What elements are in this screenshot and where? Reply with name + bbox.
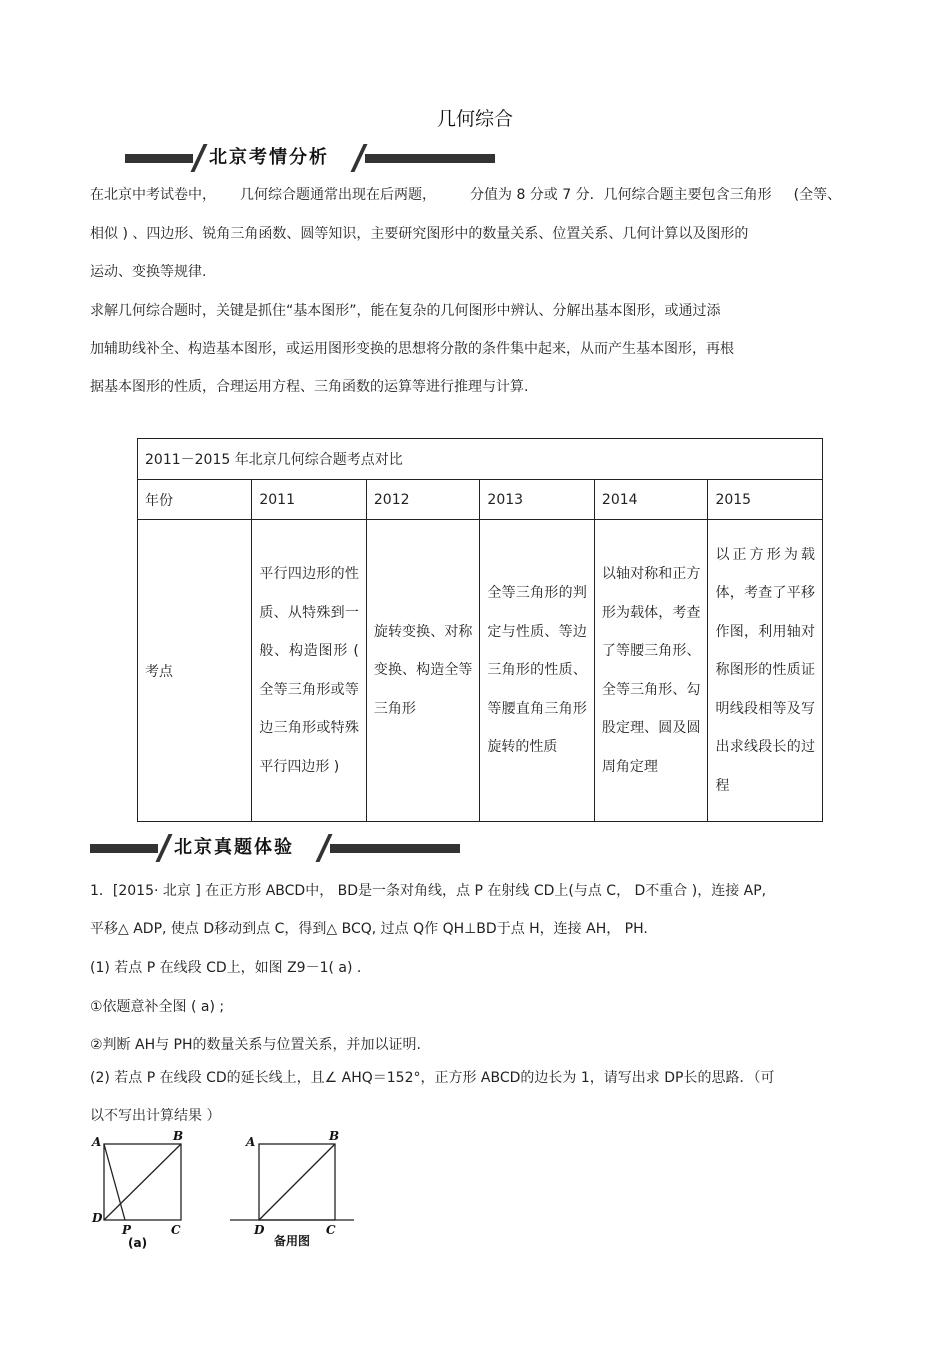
intro-line-4: 求解几何综合题时，关键是抓住“基本图形”，能在复杂的几何图形中辨认、分解出基本图形，或通过添: [90, 303, 721, 319]
table-cell-point: [708, 520, 823, 822]
label-b: B: [329, 1129, 340, 1143]
problem-q1b: ②判断 AH与 PH的数量关系与位置关系，并加以证明.: [90, 1037, 421, 1053]
figure-b-caption: 备用图: [274, 1234, 311, 1248]
intro-text: 在北京中考试卷中，: [90, 187, 216, 203]
section-banner-exam: [90, 834, 460, 862]
table-cell-point: [594, 520, 708, 822]
problem-line-2: 平移△ ADP, 使点 D移动到点 C，得到△ BCQ, 过点 Q作 QH⊥BD于点 H，连接 AH， PH.: [90, 921, 648, 937]
intro-line-1: [90, 185, 841, 205]
segment-ap: [104, 1144, 125, 1220]
page-title: 几何综合: [436, 108, 513, 130]
table-cell-point: [366, 520, 480, 822]
label-d: D: [92, 1211, 103, 1225]
problem-q1: (1) 若点 P 在线段 CD上，如图 Z9－1( a) .: [90, 960, 362, 976]
intro-line-6: 据基本图形的性质，合理运用方程、三角函数的运算等进行推理与计算.: [90, 379, 529, 395]
banner-label: 北京真题体验: [174, 837, 294, 858]
point-text: 全等三角形的判定与性质、等边三角形的性质、等腰直角三角形旋转的性质: [487, 585, 587, 756]
table-header-label: 年份: [138, 480, 252, 520]
table-header-year: 2015: [708, 480, 823, 520]
figure-b: [228, 1128, 358, 1258]
point-text: 以正方形为载体，考查了平移作图，利用轴对称图形的性质证明线段相等及写出求线段长的过程: [715, 546, 815, 794]
label-a: A: [92, 1135, 102, 1149]
label-c: C: [171, 1223, 181, 1237]
table-header-year: 2011: [252, 480, 367, 520]
point-text: 平行四边形的性质、从特殊到一般、构造图形 ( 全等三角形或等边三角形或特殊平行四边形 ): [259, 566, 359, 775]
banner-label: 北京考情分析: [209, 147, 329, 168]
table-cell-point: [480, 520, 595, 822]
label-a: A: [246, 1135, 256, 1149]
table-row-label: 考点: [138, 520, 252, 822]
figure-a: [88, 1128, 198, 1258]
table-cell-point: [252, 520, 367, 822]
banner-bar-right: [365, 154, 495, 163]
table-header-year: 2012: [366, 480, 480, 520]
intro-text: 分值为 8 分或 7 分．几何综合题主要包含三角形: [470, 187, 772, 203]
diagonal-bd: [104, 1144, 181, 1220]
problem-q1a: ①依题意补全图 ( a) ;: [90, 999, 225, 1015]
point-text: 以轴对称和正方形为载体，考查了等腰三角形、全等三角形、勾股定理、圆及圆周角定理: [601, 566, 701, 775]
intro-text: (全等、: [793, 187, 842, 203]
problem-line-1: 1．[2015· 北京 ] 在正方形 ABCD中， BD是一条对角线，点 P 在射线 CD上(与点 C， D不重合 )，连接 AP,: [90, 883, 767, 899]
problem-q2b: 以不写出计算结果 ）: [90, 1108, 221, 1124]
intro-line-5: 加辅助线补全、构造基本图形，或运用图形变换的思想将分散的条件集中起来，从而产生基本图形，再根: [90, 341, 734, 357]
label-b: B: [173, 1129, 184, 1143]
problem-q2: (2) 若点 P 在线段 CD的延长线上，且∠ AHQ＝152°，正方形 ABCD的边长为 1，请写出求 DP长的思路．（可: [90, 1070, 775, 1086]
intro-line-2: 相似 ) 、四边形、锐角三角函数、圆等知识，主要研究图形中的数量关系、位置关系、几何计算以及图形的: [90, 226, 749, 242]
table-header-year: 2013: [480, 480, 595, 520]
figure-a-caption: (a): [128, 1236, 148, 1250]
table-caption: 2011－2015 年北京几何综合题考点对比: [138, 439, 823, 480]
comparison-table: [137, 438, 823, 822]
intro-text: 几何综合题通常出现在后两题，: [240, 187, 436, 203]
label-c: C: [326, 1223, 336, 1237]
label-d: D: [254, 1223, 265, 1237]
label-p: P: [122, 1223, 132, 1237]
table-header-year: 2014: [594, 480, 708, 520]
point-text: 旋转变换、对称变换、构造全等三角形: [373, 623, 473, 717]
section-banner-analysis: [125, 144, 495, 172]
diagonal-bd: [259, 1144, 335, 1220]
intro-line-3: 运动、变换等规律.: [90, 264, 207, 280]
banner-bar-left: [125, 154, 193, 163]
banner-bar-left: [90, 844, 158, 853]
banner-bar-right: [330, 844, 460, 853]
